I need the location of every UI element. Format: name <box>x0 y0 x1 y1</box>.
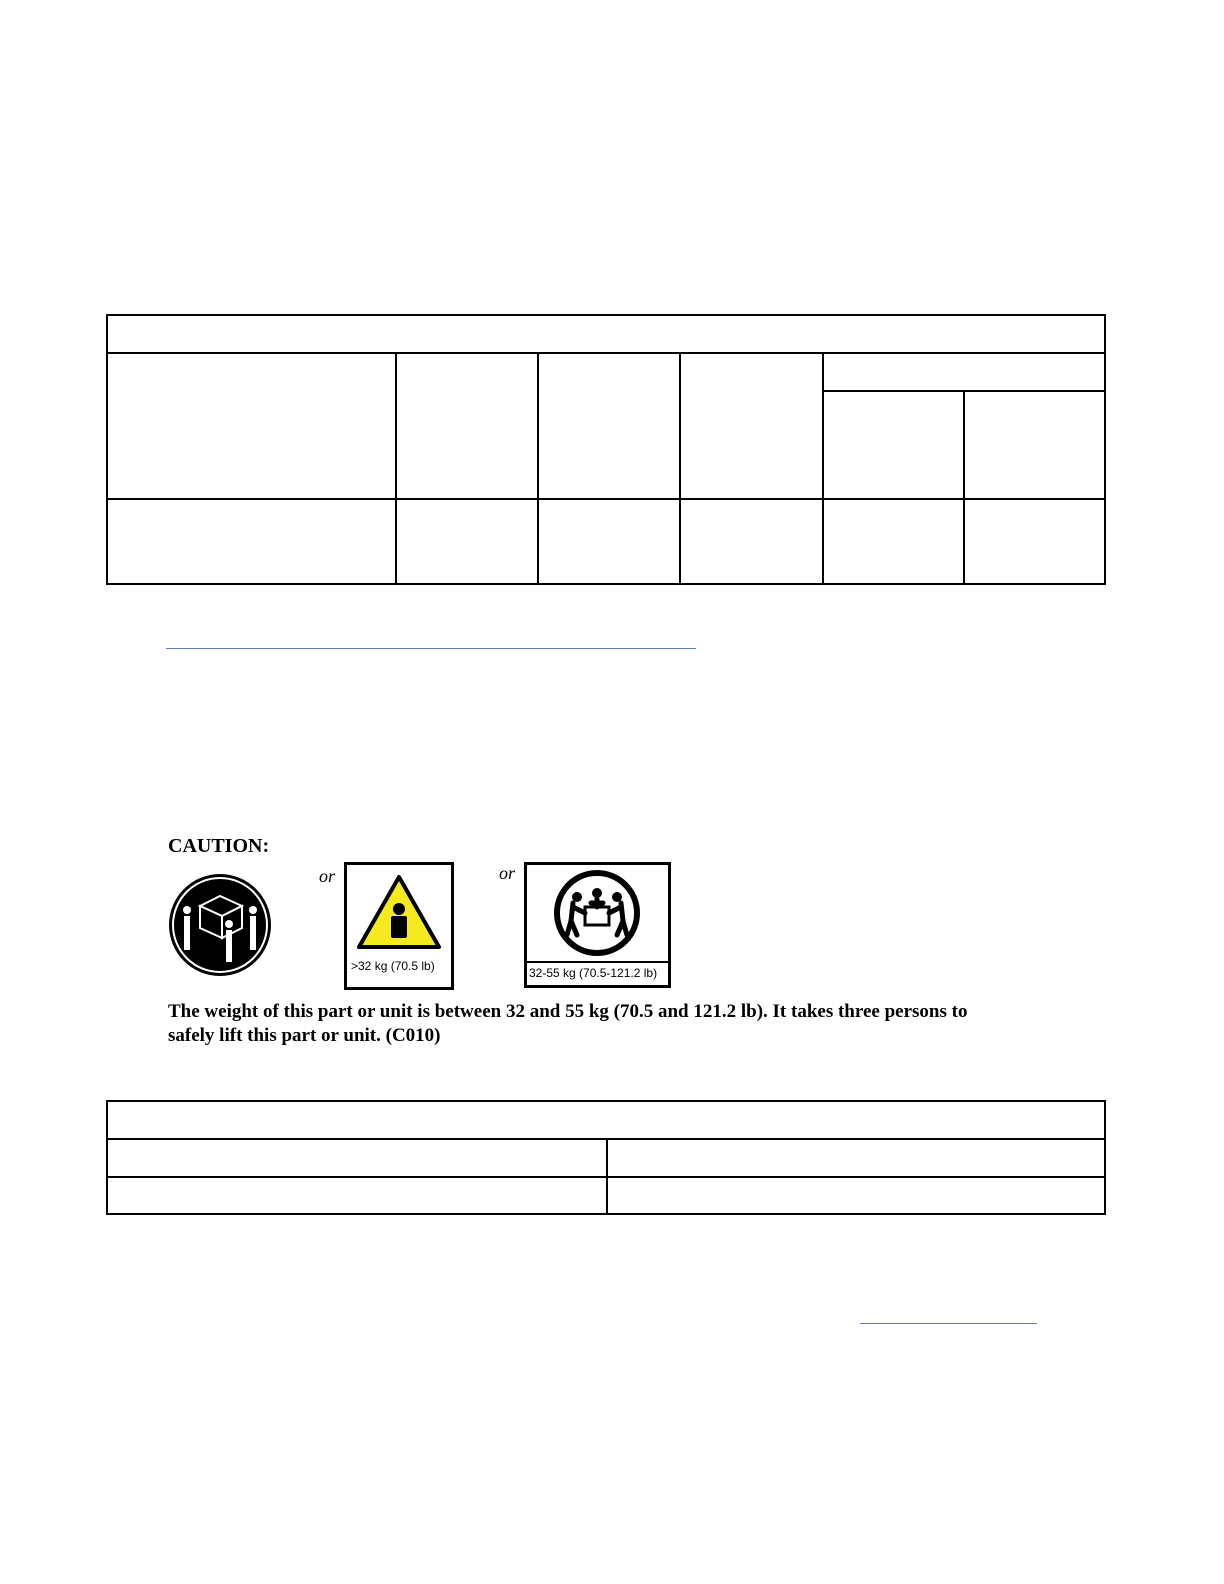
table-rule <box>679 352 681 583</box>
table-rule <box>537 352 539 583</box>
table-rule <box>108 498 1104 500</box>
parts-table <box>106 1100 1106 1215</box>
weight-warning-label <box>344 862 454 990</box>
caption-divider <box>527 961 668 963</box>
table-rule <box>963 390 965 583</box>
three-person-lift-label <box>524 862 671 988</box>
hyperlink-underline[interactable] <box>860 1323 1037 1324</box>
table-rule <box>822 352 824 583</box>
caution-title: CAUTION: <box>168 835 270 857</box>
weight-warning-caption: >32 kg (70.5 lb) <box>351 959 435 973</box>
three-person-lift-icon <box>527 865 668 961</box>
two-person-lift-icon <box>167 872 273 978</box>
weight-warning-icon <box>347 867 451 957</box>
caution-statement-line: safely lift this part or unit. (C010) <box>168 1025 441 1046</box>
specifications-table <box>106 314 1106 585</box>
table-rule <box>606 1138 608 1213</box>
three-person-lift-caption: 32-55 kg (70.5-121.2 lb) <box>529 966 658 980</box>
or-label: or <box>319 866 336 886</box>
caution-statement <box>168 1000 1068 1048</box>
hyperlink-underline[interactable] <box>166 648 696 649</box>
or-label: or <box>499 863 516 883</box>
table-rule <box>108 352 1104 354</box>
table-rule <box>395 352 397 583</box>
caution-statement-line: The weight of this part or unit is between 32 and 55 kg (70.5 and 121.2 lb). It takes three persons to <box>168 1001 968 1022</box>
